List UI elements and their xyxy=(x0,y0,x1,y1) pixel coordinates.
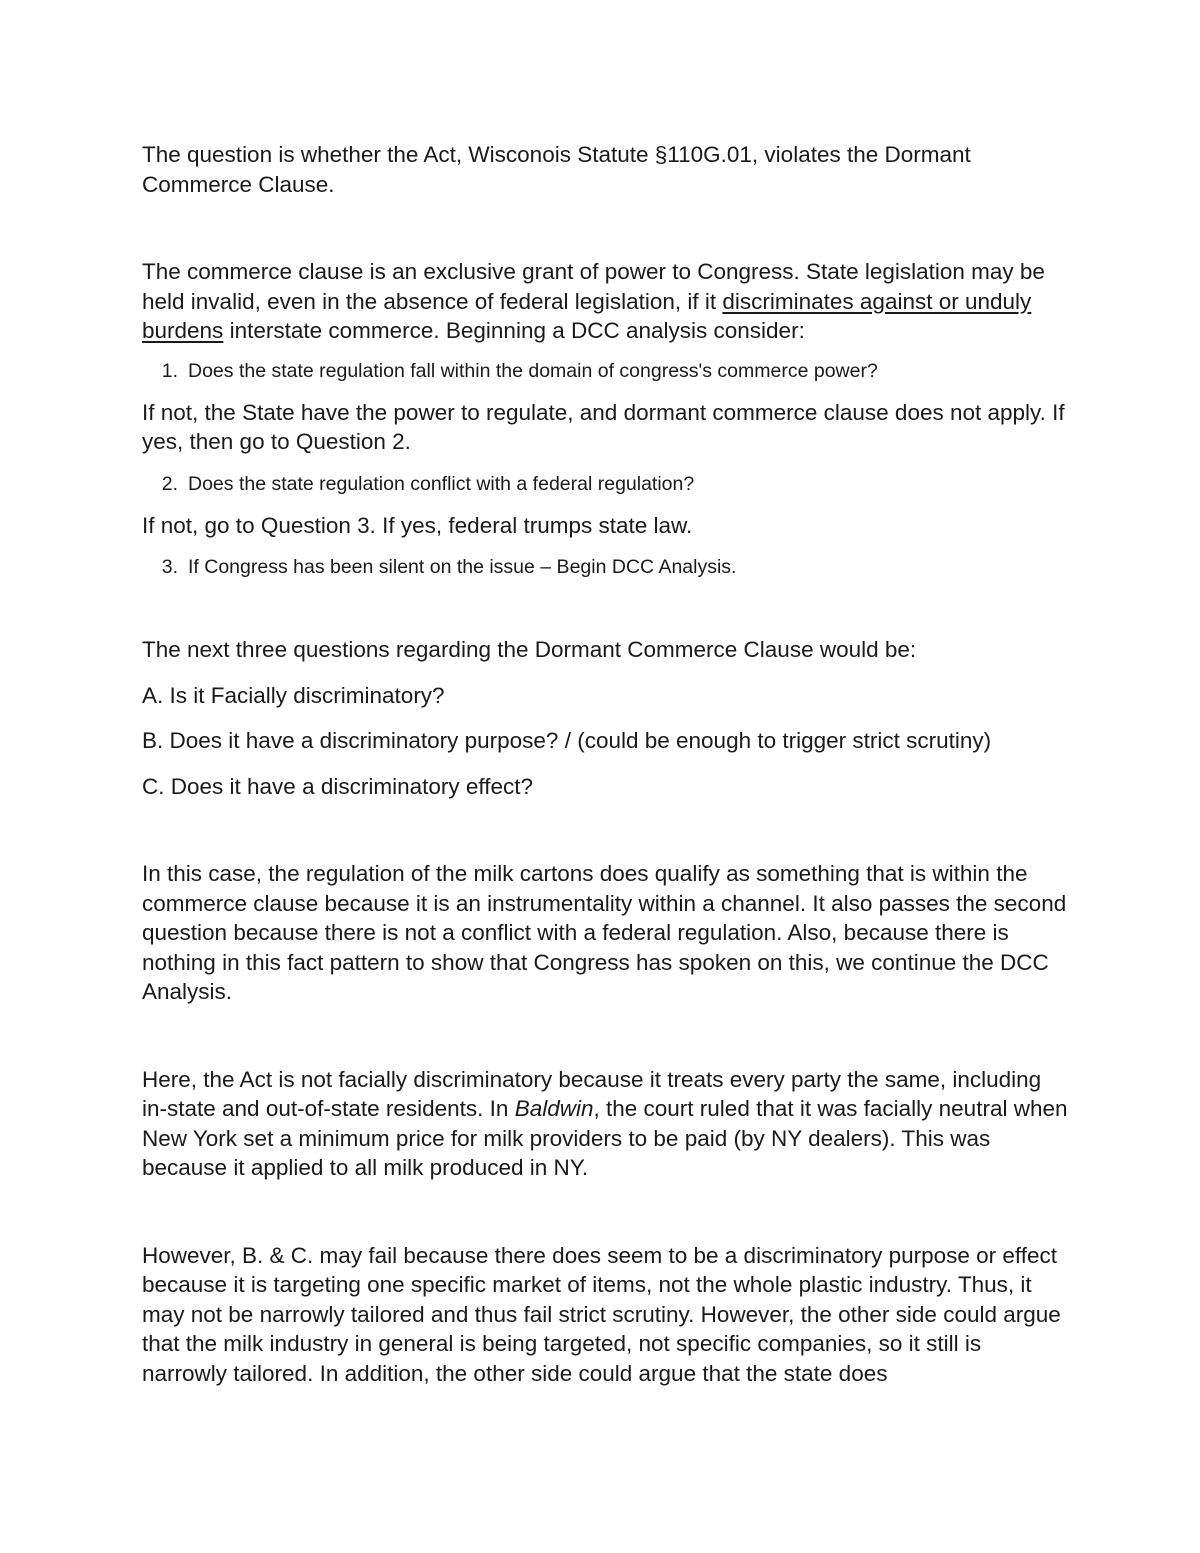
underlined-phrase: discriminates against or unduly burdens xyxy=(142,288,1032,343)
paragraph-next-three: The next three questions regarding the Dormant Commerce Clause would be: xyxy=(142,637,917,662)
paragraph-if-not-1: If not, the State have the power to regulate, and dormant commerce clause does not apply. If yes, then go to Question 2. xyxy=(142,399,1065,454)
question-c: C. Does it have a discriminatory effect? xyxy=(142,773,534,799)
list-number: 1. xyxy=(161,359,178,382)
paragraph-text: interstate commerce. Beginning a DCC analysis consider: xyxy=(223,318,805,343)
list-text: Does the state regulation conflict with a federal regulation? xyxy=(188,472,695,495)
paragraph-facially xyxy=(142,1065,1072,1183)
list-item-3 xyxy=(142,554,1072,580)
list-number: 2. xyxy=(161,472,178,495)
paragraph-if-not-2: If not, go to Question 3. If yes, federal trumps state law. xyxy=(142,512,693,538)
paragraph-text: , the court ruled that it was facially neutral when New York set a minimum price for milk providers to be paid (by NY dealers). This was because it applied to all milk produced in NY. xyxy=(142,1096,1068,1180)
list-text: Does the state regulation fall within the domain of congress's commerce power? xyxy=(188,359,878,382)
document-page xyxy=(142,140,1072,1388)
paragraph-however: However, B. & C. may fail because there does seem to be a discriminatory purpose or effect because it is targeting one specific market of items, not the whole plastic industry. Thus, it may not be narrowly tailored and thus fail strict scrutiny. However, the other side could argue that the milk industry in general is being targeted, not specific companies, so it still is narrowly tailored. In addition, the other side could argue that the state does xyxy=(142,1242,1061,1386)
list-item-2 xyxy=(142,471,1072,497)
paragraph-text: Here, the Act is not facially discriminatory because it treats every party the same, including in-state and out-of-state residents. In xyxy=(142,1066,1042,1121)
question-a: A. Is it Facially discriminatory? xyxy=(142,682,445,708)
paragraph-commerce-clause xyxy=(142,257,1072,346)
list-number: 3. xyxy=(161,556,178,578)
list-text: If Congress has been silent on the issue – Begin DCC Analysis. xyxy=(188,556,737,578)
case-name: Baldwin xyxy=(514,1096,594,1121)
paragraph-this-case: In this case, the regulation of the milk cartons does qualify as something that is within the commerce clause because it is an instrumentality within a channel. It also passes the second question because there is not a conflict with a federal regulation. Also, because there is nothing in this fact pattern to show that Congress has spoken on this, we continue the DCC Analysis. xyxy=(142,861,1067,1004)
paragraph-question: The question is whether the Act, Wisconois Statute §110G.01, violates the Dormant Commerce Clause. xyxy=(142,142,971,197)
paragraph-text: The commerce clause is an exclusive grant of power to Congress. State legislation may be held invalid, even in the absence of federal legislation, if it xyxy=(142,259,1045,314)
question-b: B. Does it have a discriminatory purpose? / (could be enough to trigger strict scrutiny) xyxy=(142,728,992,753)
list-item-1 xyxy=(142,358,1072,384)
